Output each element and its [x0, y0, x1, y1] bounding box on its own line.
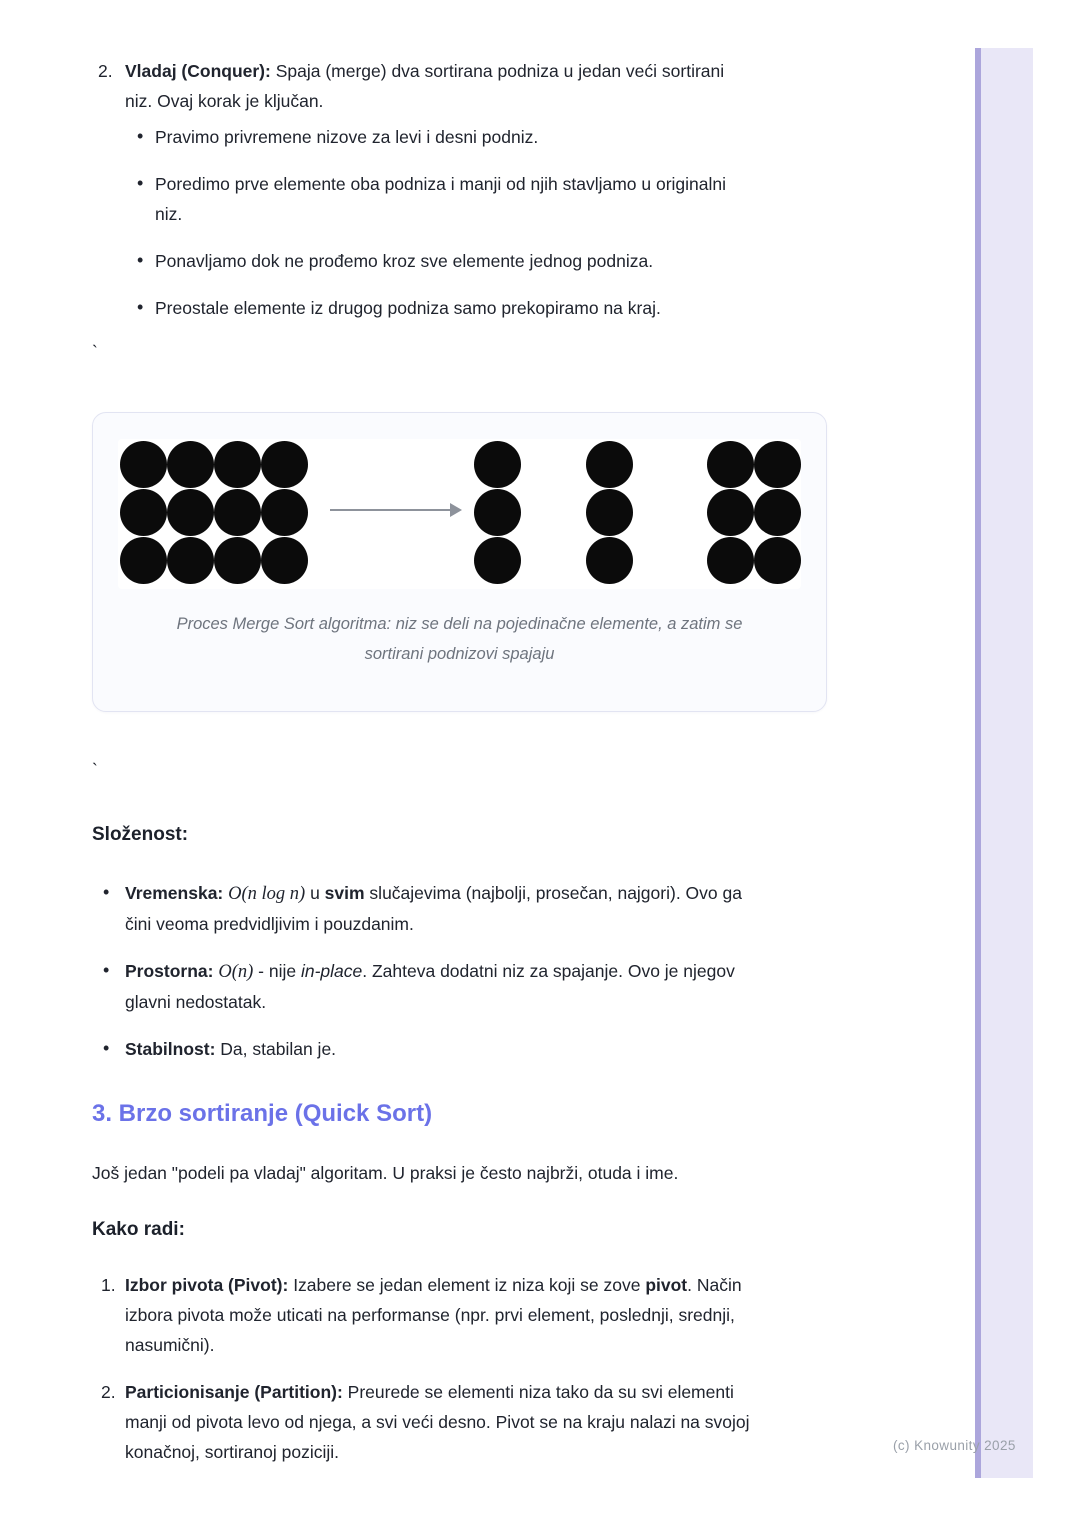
dot-column — [167, 441, 214, 585]
dot-icon — [586, 441, 633, 488]
item-bold: svim — [324, 883, 365, 903]
bullet-text: Pravimo privremene nizove za levi i desni podniz. — [155, 127, 539, 147]
dot-icon — [707, 489, 754, 536]
dot-icon — [167, 537, 214, 584]
dot-column — [261, 441, 308, 585]
list-item — [92, 293, 752, 323]
list-item — [92, 169, 752, 229]
bullet-icon: • — [137, 250, 144, 270]
item-text: u — [305, 883, 325, 903]
bullet-text: Ponavljamo dok ne prođemo kroz sve elemente jednog podniza. — [155, 251, 654, 271]
dot-column — [754, 441, 801, 585]
bullet-icon: • — [103, 960, 110, 980]
document-content — [92, 48, 837, 1484]
dot-icon — [754, 441, 801, 488]
stray-backtick: ` — [92, 760, 98, 780]
item-text: - nije — [253, 961, 301, 981]
dot-icon — [261, 489, 308, 536]
list-item — [92, 1377, 752, 1467]
dot-column — [586, 441, 633, 585]
dot-icon — [707, 537, 754, 584]
right-arrow-icon — [330, 503, 462, 517]
dot-icon — [167, 489, 214, 536]
list-number: 2. — [101, 1382, 116, 1402]
bullet-icon: • — [103, 1038, 110, 1058]
bullet-text: Poredimo prve elemente oba podniza i manji od njih stavljamo u originalni niz. — [155, 174, 727, 224]
list-item — [92, 878, 752, 939]
item-text: Preurede se elementi niza tako da su svi elementi manji od pivota levo od njega, a svi veći desno. Pivot se na kraju nalazi na svojoj konačnoj, sortiranoj poziciji. — [125, 1382, 750, 1462]
dot-icon — [120, 537, 167, 584]
bullet-icon: • — [137, 173, 144, 193]
dot-icon — [474, 489, 521, 536]
dot-icon — [586, 489, 633, 536]
dot-icon — [167, 441, 214, 488]
dot-icon — [586, 537, 633, 584]
dots-canvas — [118, 439, 801, 589]
figure-caption-line2: sortirani podnizovi spajaju — [364, 645, 555, 663]
item-text: . Zahteva dodatni niz za spajanje. Ovo je njegov glavni nedostatak. — [125, 961, 735, 1012]
section-heading-quicksort: 3. Brzo sortiranje (Quick Sort) — [92, 1100, 433, 1127]
page-accent-strip — [975, 48, 1033, 1478]
dot-group — [120, 441, 308, 585]
quicksort-steps-list — [92, 1270, 752, 1467]
bullet-icon: • — [103, 882, 110, 902]
item-bold: pivot — [645, 1275, 688, 1295]
list-item — [92, 1270, 752, 1360]
section-heading-slozenost: Složenost: — [92, 824, 189, 845]
merge-bullet-list — [92, 122, 752, 323]
complexity-list — [92, 878, 752, 1064]
list-item — [92, 122, 752, 152]
section-heading-kako-radi: Kako radi: — [92, 1219, 185, 1240]
watermark: (c) Knowunity 2025 — [893, 1438, 1016, 1453]
dot-icon — [120, 441, 167, 488]
math-expression: O(n) — [218, 962, 254, 982]
dot-column — [474, 441, 521, 585]
merge-sort-figure — [92, 412, 827, 712]
dot-group — [707, 441, 801, 585]
dot-icon — [474, 441, 521, 488]
dot-icon — [707, 441, 754, 488]
list-item — [92, 956, 752, 1017]
dot-column — [214, 441, 261, 585]
list-item-text: Spaja (merge) dva sortirana podniza u jedan veći sortirani niz. Ovaj korak je ključan. — [125, 61, 725, 111]
item-lead: Particionisanje (Partition): — [125, 1382, 343, 1402]
bullet-text: Preostale elemente iz drugog podniza samo prekopiramo na kraj. — [155, 298, 661, 318]
item-lead: Prostorna: — [125, 961, 219, 981]
figure-caption-line1: Proces Merge Sort algoritma: niz se deli na pojedinačne elemente, a zatim se — [176, 615, 743, 633]
dot-icon — [214, 441, 261, 488]
list-item — [92, 246, 752, 276]
dot-column — [120, 441, 167, 585]
list-number: 2. — [98, 61, 113, 81]
item-text: Izabere se jedan element iz niza koji se zove — [288, 1275, 646, 1295]
dot-icon — [261, 441, 308, 488]
item-lead: Stabilnost: — [125, 1039, 216, 1059]
list-item — [92, 1034, 752, 1064]
dot-icon — [754, 537, 801, 584]
item-lead: Izbor pivota (Pivot): — [125, 1275, 289, 1295]
stray-backtick: ` — [92, 342, 98, 362]
dot-icon — [261, 537, 308, 584]
item-text: slučajevima (najbolji, prosečan, najgori). Ovo ga čini veoma predvidljivim i pouzdanim. — [125, 883, 742, 934]
dot-icon — [214, 537, 261, 584]
dot-group — [474, 441, 521, 585]
list-item-vladaj — [92, 56, 732, 116]
math-expression: O(n log n) — [228, 884, 306, 904]
list-number: 1. — [101, 1275, 116, 1295]
bullet-icon: • — [137, 126, 144, 146]
dot-column — [707, 441, 754, 585]
dot-icon — [474, 537, 521, 584]
bullet-icon: • — [137, 297, 144, 317]
item-text: . Način izbora pivota može uticati na performanse (npr. prvi element, poslednji, srednji, nasumični). — [125, 1275, 742, 1355]
dot-icon — [214, 489, 261, 536]
dot-icon — [120, 489, 167, 536]
item-lead: Vremenska: — [125, 883, 229, 903]
dot-icon — [754, 489, 801, 536]
dot-group — [586, 441, 633, 585]
list-item-lead: Vladaj (Conquer): — [125, 61, 271, 81]
item-text: Da, stabilan je. — [215, 1039, 337, 1059]
figure-caption — [93, 609, 826, 669]
quicksort-intro: Još jedan "podeli pa vladaj" algoritam. U praksi je često najbrži, otuda i ime. — [92, 1163, 679, 1183]
item-italic: in-place — [300, 961, 363, 981]
